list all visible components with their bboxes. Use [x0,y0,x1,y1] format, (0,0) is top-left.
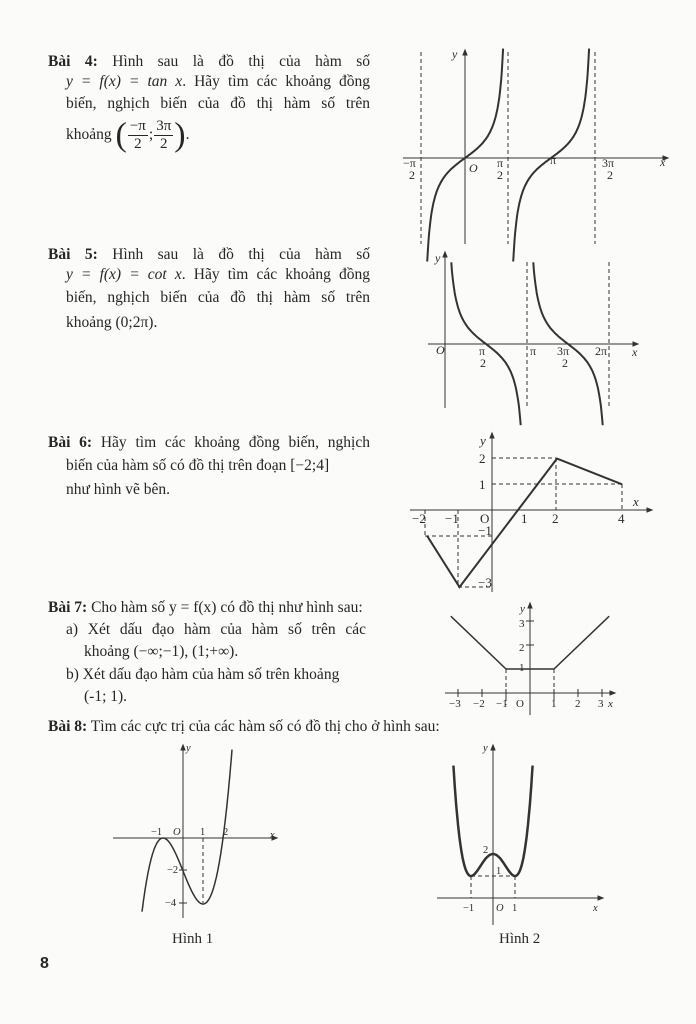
axis-label-y: y [520,603,525,615]
axis-label-y: y [483,743,488,754]
text: biến, nghịch biến của đồ thị hàm số trên [66,95,370,112]
figure-caption: Hình 1 [172,931,214,947]
axis-label-x: x [633,494,639,509]
tick-label: −1 [151,827,163,838]
text: Hãy tìm các khoảng đồng biến, nghịch [100,434,370,451]
figure-caption: Hình 2 [499,931,541,947]
denominator: 2 [159,136,168,152]
tick-label: 2 [480,356,486,370]
bai5-line4: khoảng (0;2π). [66,314,158,331]
tick-label: 3 [519,618,525,630]
function-expr: y = f(x) = cot x [66,266,182,283]
tick-label: π [497,156,504,170]
bai5-line2 [66,265,370,285]
tick-label: 3 [598,698,604,710]
bai7-a2: khoảng (−∞;−1), (1;+∞). [84,643,239,660]
tick-label: 1 [551,698,557,710]
tick-label: 1 [519,662,525,674]
tick-label: 2 [409,168,415,182]
exercise-label: Bài 5: [48,246,98,263]
tick-label: −1 [478,523,492,538]
denominator: 2 [134,136,142,152]
tick-label: 3π [557,344,570,358]
tan-graph [403,49,668,262]
axis-label-y: y [452,47,458,61]
fraction [154,118,173,153]
text: Hình sau là đồ thị của hàm số [112,246,370,263]
tick-label: −π [403,156,416,170]
bai4-line4: khoảng ( $\frac{-\pi}{2}$ ; $\frac{3\pi}{2}$ ). [66,116,190,154]
fig2-graph [437,745,603,925]
tick-label: −4 [165,898,177,909]
tick-label: 2 [483,845,489,856]
bai7-line1 [48,598,363,618]
axis-label-y: y [186,743,191,754]
bai7-a1 [66,620,366,640]
tick-label: 2 [607,168,613,182]
text: . Hãy tìm các khoảng đồng [181,266,371,283]
text: khoảng [66,126,112,144]
axis-label-x: x [632,345,638,359]
cot-graph [428,252,638,425]
tick-label: −3 [449,698,461,710]
bai6-line2: biến của hàm số có đồ thị trên đoạn [−2;4] [66,457,330,474]
text: Tìm các cực trị của các hàm số có đồ thị cho ở hình sau: [90,718,440,735]
tick-label: 2 [562,356,568,370]
tick-label: 2 [575,698,581,710]
axis-label-y: y [480,433,486,448]
tick-label: 2 [519,642,525,654]
axis-label-x: x [660,155,666,169]
tick-label: −2 [167,865,179,876]
bai7-b2: (-1; 1). [84,688,128,705]
tick-label: −1 [496,698,508,710]
tick-label: π [530,344,537,358]
exercise-label: Bài 6: [48,434,93,451]
tick-label: −3 [478,575,492,590]
tick-label: −2 [412,511,426,526]
text: a) Xét dấu đạo hàm của hàm số trên các [66,621,366,638]
fig1-graph [113,745,277,918]
text: biến, nghịch biến của đồ thị hàm số trên [66,289,370,306]
text: . Hãy tìm các khoảng đồng [182,73,371,90]
text: Cho hàm số y = f(x) có đồ thị như hình sau: [91,599,363,616]
text: Hình sau là đồ thị của hàm số [112,53,370,70]
numerator: −π [129,118,146,134]
axis-label-x: x [270,830,275,841]
axis-label-x: x [593,903,598,914]
tick-label: 2π [595,344,608,358]
tick-label: 2 [497,168,503,182]
tick-label: 3π [602,156,615,170]
bai4-line3 [66,94,370,114]
bai4-line1 [48,52,370,72]
numerator: 3π [156,118,172,134]
bai6-line1 [48,433,370,453]
bai6-line3: như hình vẽ bên. [66,481,170,498]
tick-label: π [550,153,557,167]
tick-label: 1 [200,827,206,838]
page-number: 8 [40,955,49,972]
axis-label-y: y [435,251,441,265]
origin-label: O [173,827,181,838]
tick-label: −1 [445,511,459,526]
function-expr: y = f(x) = tan x [66,73,183,90]
tick-label: 1 [479,477,486,492]
tick-label: 1 [521,511,528,526]
tick-label: 1 [512,903,518,914]
exercise-label: Bài 7: [48,599,88,616]
bai5-line3 [66,288,370,308]
exercise-label: Bài 4: [48,53,98,70]
tick-label: 1 [496,866,502,877]
tick-label: 4 [618,511,625,526]
axis-label-x: x [608,698,613,710]
origin-label: O [516,698,524,710]
bai7-b1: b) Xét dấu đạo hàm của hàm số trên khoảng [66,666,340,683]
tick-label: −1 [463,903,475,914]
fraction [128,118,148,153]
origin-label: O [480,511,490,526]
origin-label: O [436,343,445,357]
bai7-graph [445,603,615,715]
bai4-line2 [66,72,370,92]
tick-label: 2 [479,451,486,466]
origin-label: O [496,903,504,914]
tick-label: 2 [552,511,559,526]
tick-label: 2 [223,827,229,838]
exercise-label: Bài 8: [48,718,88,735]
origin-label: O [469,161,478,175]
bai8-line1 [48,717,440,737]
tick-label: π [479,344,486,358]
tick-label: −2 [473,698,485,710]
bai5-line1 [48,245,370,265]
